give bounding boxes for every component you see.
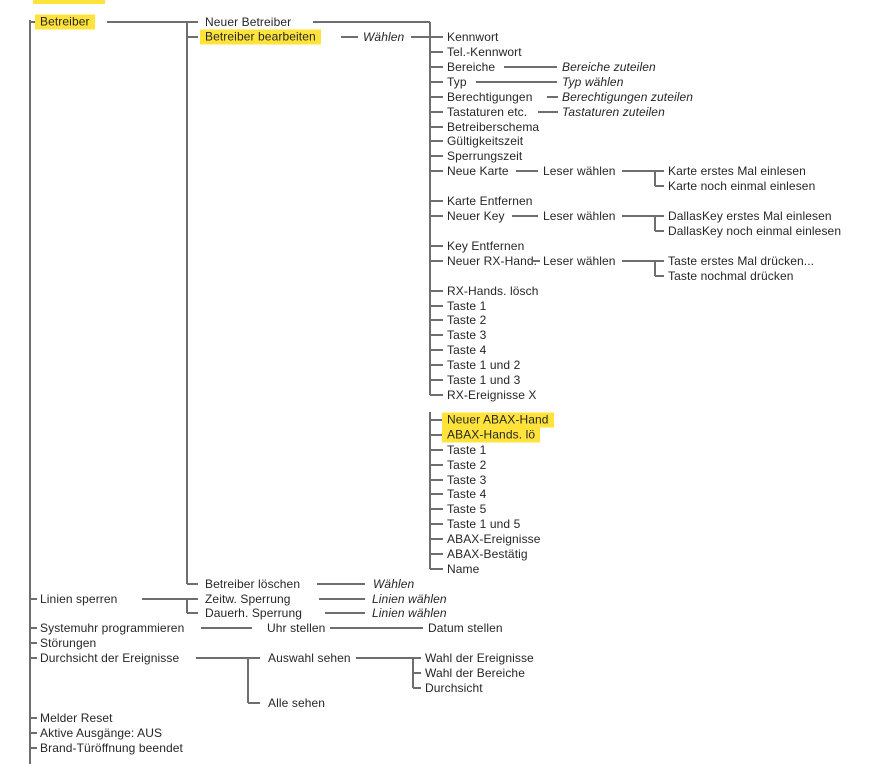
tree-connector-horizontal — [430, 215, 443, 217]
tree-connector-horizontal — [317, 583, 365, 585]
node-leser-wahlen: Leser wählen — [543, 254, 616, 268]
tree-connector-horizontal — [325, 612, 365, 614]
node-abax-bestatig: ABAX-Bestätig — [447, 547, 528, 561]
tree-connector-horizontal — [30, 747, 37, 749]
tree-connector-horizontal — [655, 275, 664, 277]
node-taste-2: Taste 2 — [447, 458, 487, 472]
node-uhr-stellen: Uhr stellen — [267, 621, 326, 635]
node-aktive-ausgange-aus: Aktive Ausgänge: AUS — [40, 726, 163, 740]
node-taste-1-und-2: Taste 1 und 2 — [447, 358, 521, 372]
node-linien-wahlen: Linien wählen — [372, 592, 447, 606]
tree-connector-vertical — [654, 216, 656, 231]
tree-connector-horizontal — [330, 627, 423, 629]
node-dallaskey-noch-einmal-einlesen: DallasKey noch einmal einlesen — [668, 224, 842, 238]
tree-connector-horizontal — [430, 140, 443, 142]
node-tastaturen-etc: Tastaturen etc. — [447, 105, 528, 119]
node-typ-wahlen: Typ wählen — [562, 75, 624, 89]
node-taste-1-und-3: Taste 1 und 3 — [447, 373, 521, 387]
tree-connector-horizontal — [319, 598, 365, 600]
node-zeitw-sperrung: Zeitw. Sperrung — [205, 592, 291, 606]
node-wahlen: Wählen — [373, 577, 415, 591]
tree-connector-horizontal — [430, 51, 443, 53]
node-neuer-key: Neuer Key — [447, 209, 505, 223]
tree-connector-horizontal — [430, 96, 443, 98]
node-leser-wahlen: Leser wählen — [543, 209, 616, 223]
tree-connector-horizontal — [430, 394, 443, 396]
tree-connector-horizontal — [430, 364, 443, 366]
node-rx-hands-losch: RX-Hands. lösch — [447, 284, 539, 298]
tree-connector-horizontal — [430, 155, 443, 157]
node-dallaskey-erstes-mal-einlesen: DallasKey erstes Mal einlesen — [668, 209, 832, 223]
node-gultigkeitszeit: Gültigkeitszeit — [447, 134, 524, 148]
tree-connector-horizontal — [107, 21, 187, 23]
node-bereiche: Bereiche — [447, 60, 496, 74]
node-systemuhr-programmieren: Systemuhr programmieren — [40, 621, 185, 635]
node-durchsicht-der-ereignisse: Durchsicht der Ereignisse — [40, 651, 180, 665]
node-taste-1-und-5: Taste 1 und 5 — [447, 517, 521, 531]
node-rx-ereignisse-x: RX-Ereignisse X — [447, 388, 537, 402]
node-neuer-betreiber: Neuer Betreiber — [205, 15, 292, 29]
node-tastaturen-zuteilen: Tastaturen zuteilen — [562, 105, 665, 119]
tree-connector-vertical — [29, 20, 31, 764]
node-neue-karte: Neue Karte — [447, 164, 509, 178]
tree-connector-vertical — [186, 599, 188, 613]
node-kennwort: Kennwort — [447, 30, 499, 44]
tree-connector-horizontal — [430, 66, 443, 68]
tree-connector-horizontal — [187, 21, 198, 23]
node-abax-ereignisse: ABAX-Ereignisse — [447, 532, 541, 546]
tree-connector-horizontal — [430, 260, 443, 262]
node-taste-3: Taste 3 — [447, 328, 487, 342]
node-karte-entfernen: Karte Entfernen — [447, 194, 533, 208]
tree-connector-horizontal — [356, 657, 421, 659]
tree-connector-horizontal — [313, 21, 430, 23]
tree-connector-horizontal — [430, 245, 443, 247]
node-taste-1: Taste 1 — [447, 443, 487, 457]
tree-connector-horizontal — [622, 260, 664, 262]
tree-connector-horizontal — [476, 81, 557, 83]
tree-connector-horizontal — [547, 96, 558, 98]
tree-connector-horizontal — [413, 672, 421, 674]
tree-connector-horizontal — [30, 657, 37, 659]
clipped-highlight-artifact — [33, 0, 105, 4]
node-betreiberschema: Betreiberschema — [447, 120, 540, 134]
tree-connector-vertical — [186, 22, 188, 584]
tree-connector-horizontal — [248, 702, 260, 704]
tree-connector-horizontal — [430, 126, 443, 128]
tree-connector-horizontal — [411, 36, 443, 38]
node-wahl-der-bereiche: Wahl der Bereiche — [425, 666, 525, 680]
tree-connector-horizontal — [655, 230, 664, 232]
tree-connector-horizontal — [430, 523, 443, 525]
node-karte-noch-einmal-einlesen: Karte noch einmal einlesen — [668, 179, 816, 193]
tree-connector-horizontal — [142, 598, 198, 600]
tree-connector-horizontal — [538, 111, 558, 113]
tree-connector-horizontal — [430, 319, 443, 321]
tree-connector-horizontal — [430, 508, 443, 510]
tree-connector-horizontal — [430, 349, 443, 351]
tree-connector-horizontal — [430, 81, 443, 83]
tree-connector-horizontal — [430, 449, 443, 451]
tree-connector-horizontal — [30, 732, 37, 734]
tree-connector-horizontal — [430, 290, 443, 292]
node-alle-sehen: Alle sehen — [268, 696, 326, 710]
tree-connector-horizontal — [512, 215, 538, 217]
node-linien-wahlen: Linien wählen — [372, 606, 447, 620]
tree-connector-horizontal — [430, 379, 443, 381]
tree-connector-horizontal — [430, 170, 443, 172]
tree-connector-vertical — [654, 171, 656, 186]
tree-connector-vertical — [654, 261, 656, 276]
node-dauerh-sperrung: Dauerh. Sperrung — [205, 606, 302, 620]
tree-connector-vertical — [247, 658, 249, 703]
node-karte-erstes-mal-einlesen: Karte erstes Mal einlesen — [668, 164, 806, 178]
tree-connector-horizontal — [430, 553, 443, 555]
node-taste-2: Taste 2 — [447, 313, 487, 327]
tree-connector-horizontal — [341, 36, 358, 38]
node-storungen: Störungen — [40, 636, 97, 650]
tree-connector-horizontal — [430, 464, 443, 466]
tree-connector-horizontal — [196, 657, 260, 659]
tree-connector-horizontal — [516, 170, 538, 172]
node-betreiber-loschen: Betreiber löschen — [205, 577, 301, 591]
node-wahl-der-ereignisse: Wahl der Ereignisse — [425, 651, 534, 665]
tree-connector-horizontal — [430, 479, 443, 481]
node-leser-wahlen: Leser wählen — [543, 164, 616, 178]
node-brand-turoffnung-beendet: Brand-Türöffnung beendet — [40, 741, 183, 755]
node-tel-kennwort: Tel.-Kennwort — [447, 45, 522, 59]
node-durchsicht: Durchsicht — [425, 681, 483, 695]
tree-connector-horizontal — [30, 717, 37, 719]
node-betreiber: Betreiber — [35, 15, 95, 30]
node-berechtigungen: Berechtigungen — [447, 90, 533, 104]
node-taste-4: Taste 4 — [447, 487, 487, 501]
tree-connector-horizontal — [622, 215, 664, 217]
tree-connector-horizontal — [655, 185, 664, 187]
node-linien-sperren: Linien sperren — [40, 592, 118, 606]
tree-connector-vertical — [429, 22, 431, 395]
node-taste-nochmal-drucken: Taste nochmal drücken — [668, 269, 794, 283]
node-datum-stellen: Datum stellen — [428, 621, 503, 635]
node-betreiber-bearbeiten: Betreiber bearbeiten — [200, 30, 321, 45]
node-bereiche-zuteilen: Bereiche zuteilen — [562, 60, 656, 74]
node-taste-3: Taste 3 — [447, 473, 487, 487]
node-taste-erstes-mal-drucken: Taste erstes Mal drücken... — [668, 254, 815, 268]
tree-connector-horizontal — [187, 583, 198, 585]
node-berechtigungen-zuteilen: Berechtigungen zuteilen — [562, 90, 694, 104]
node-taste-1: Taste 1 — [447, 299, 487, 313]
node-taste-4: Taste 4 — [447, 343, 487, 357]
tree-connector-horizontal — [622, 170, 664, 172]
tree-connector-horizontal — [430, 334, 443, 336]
tree-connector-horizontal — [201, 627, 252, 629]
tree-connector-horizontal — [413, 687, 421, 689]
node-sperrungszeit: Sperrungszeit — [447, 149, 523, 163]
node-key-entfernen: Key Entfernen — [447, 239, 525, 253]
tree-connector-horizontal — [430, 200, 443, 202]
tree-connector-horizontal — [187, 36, 198, 38]
node-typ: Typ — [447, 75, 467, 89]
node-taste-5: Taste 5 — [447, 502, 487, 516]
tree-connector-horizontal — [30, 627, 37, 629]
tree-connector-horizontal — [430, 538, 443, 540]
tree-connector-horizontal — [30, 598, 37, 600]
tree-connector-horizontal — [187, 612, 198, 614]
tree-connector-horizontal — [430, 111, 443, 113]
node-abax-hands-lo: ABAX-Hands. lö — [442, 428, 540, 443]
tree-connector-horizontal — [430, 305, 443, 307]
node-melder-reset: Melder Reset — [40, 711, 113, 725]
node-neuer-rx-hand: Neuer RX-Hand. — [447, 254, 538, 268]
tree-connector-horizontal — [504, 66, 557, 68]
node-wahlen: Wählen — [363, 30, 405, 44]
tree-connector-horizontal — [30, 642, 37, 644]
node-auswahl-sehen: Auswahl sehen — [268, 651, 351, 665]
node-neuer-abax-hand: Neuer ABAX-Hand — [442, 413, 554, 428]
node-name: Name — [447, 562, 480, 576]
tree-connector-horizontal — [430, 493, 443, 495]
tree-connector-horizontal — [430, 568, 443, 570]
